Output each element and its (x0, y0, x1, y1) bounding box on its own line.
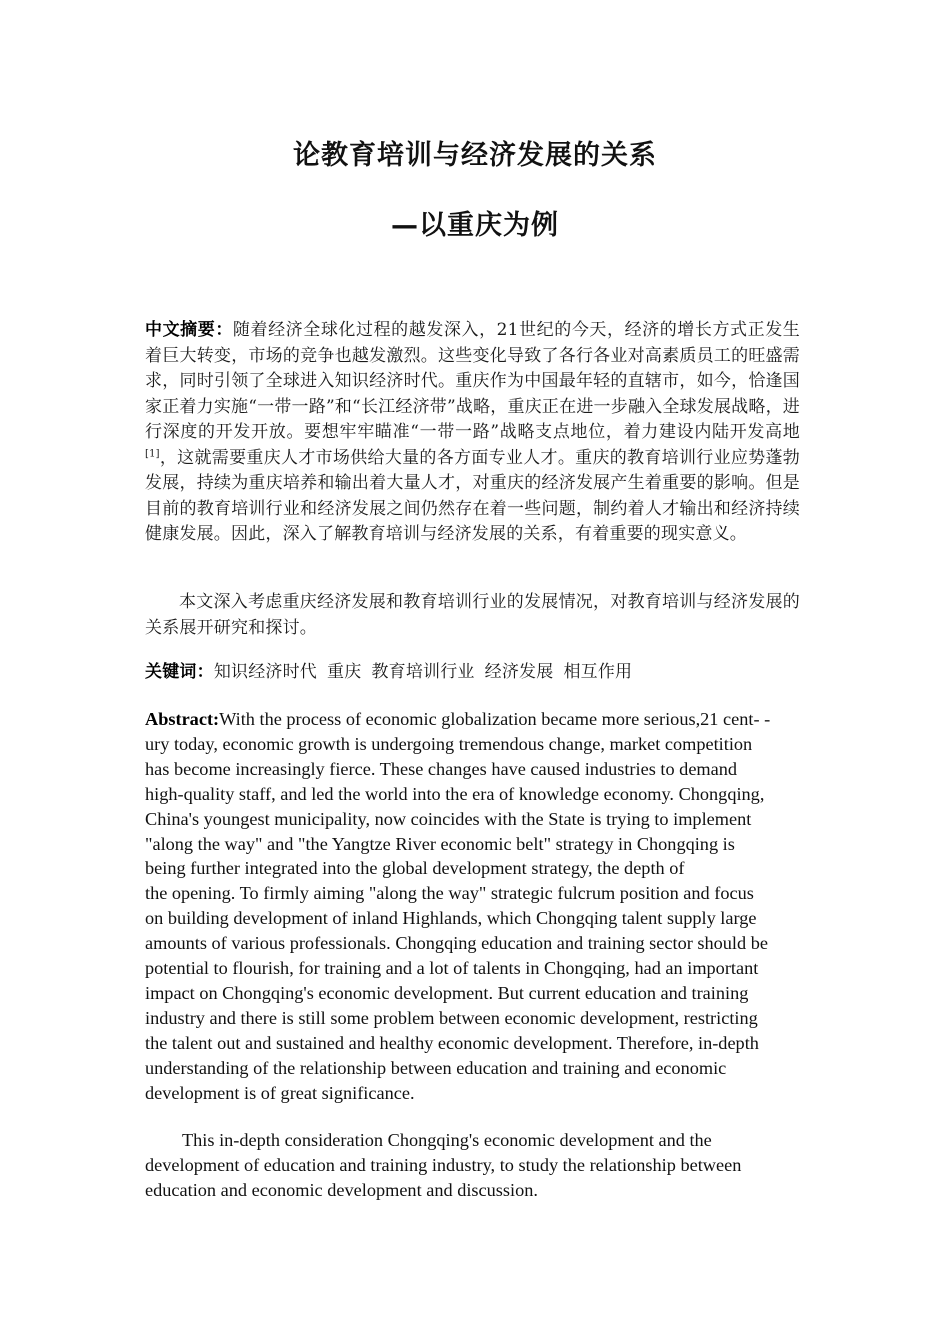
keyword: 相互作用 (563, 662, 633, 682)
english-abstract-line: understanding of the relationship between education and training and economic (145, 1057, 727, 1078)
citation-reference: [1] (145, 447, 160, 459)
chinese-abstract-text-part2: ，这就需要重庆人才市场供给大量的各方面专业人才。重庆的教育培训行业应势蓬勃发展，持续为重庆培养和输出着大量人才，对重庆的经济发展产生着重要的影响。但是目前的教育培训行业和经济发展之间仍然存在着一些问题，制约着人才输出和经济持续健康发展。因此，深入了解教育培训与经济发展的关系，有着重要的现实意义。 (145, 447, 800, 544)
chinese-abstract-label: 中文摘要： (145, 320, 233, 340)
english-abstract-line (145, 707, 805, 732)
english-abstract-line: potential to flourish, for training and a lot of talents in Chongqing, had an important (145, 958, 759, 979)
page-subtitle: —以重庆为例 (391, 210, 559, 241)
chinese-study-statement: 本文深入考虑重庆经济发展和教育培训行业的发展情况，对教育培训与经济发展的关系展开研究和探讨。 (145, 592, 800, 638)
english-abstract-line: impact on Chongqing's economic development. But current education and training (145, 982, 749, 1003)
english-abstract-line: China's youngest municipality, now coincides with the State is trying to implement (145, 808, 752, 829)
english-abstract-line: industry and there is still some problem between economic development, restricting (145, 1007, 758, 1028)
english-abstract (145, 707, 805, 1106)
english-abstract-line: ury today, economic growth is undergoing tremendous change, market competition (145, 733, 753, 754)
english-abstract-line: on building development of inland Highlands, which Chongqing talent supply large (145, 908, 757, 929)
english-abstract-line: development is of great significance. (145, 1082, 415, 1103)
chinese-abstract (145, 318, 800, 548)
english-abstract-line-text: With the process of economic globalization became more serious,21 cent- - (219, 709, 771, 729)
english-abstract-label: Abstract: (145, 709, 220, 729)
chinese-keywords-label: 关键词： (145, 662, 214, 682)
english-abstract-line: the talent out and sustained and healthy economic development. Therefore, in-depth (145, 1032, 759, 1053)
english-abstract-line: being further integrated into the global development strategy, the depth of (145, 858, 685, 879)
keyword: 经济发展 (484, 662, 554, 682)
english-abstract-line: high-quality staff, and led the world into the era of knowledge economy. Chongqing, (145, 783, 765, 804)
english-abstract-line: "along the way" and "the Yangtze River economic belt" strategy in Chongqing is (145, 833, 735, 854)
keyword: 重庆 (327, 662, 362, 682)
english-abstract-line: amounts of various professionals. Chongqing education and training sector should be (145, 933, 768, 954)
chinese-keywords (145, 660, 800, 686)
keyword: 知识经济时代 (213, 662, 318, 682)
page-title: 论教育培训与经济发展的关系 (293, 140, 657, 171)
english-abstract-line: has become increasingly fierce. These changes have caused industries to demand (145, 758, 738, 779)
chinese-abstract-text-part1: 随着经济全球化过程的越发深入，21世纪的今天，经济的增长方式正发生着巨大转变，市场的竞争也越发激烈。这些变化导致了各行各业对高素质员工的旺盛需求，同时引领了全球进入知识经济时代。重庆作为中国最年轻的直辖市，如今，恰逢国家正着力实施“一带一路”和“长江经济带”战略，重庆正在进一步融入全球发展战略，进行深度的开发开放。要想牢牢瞄准“一带一路”战略支点地位，着力建设内陆开发高地 (145, 320, 801, 442)
keyword: 教育培训行业 (371, 662, 475, 682)
english-abstract-line: the opening. To firmly aiming "along the way" strategic fulcrum position and focus (145, 883, 754, 904)
english-study-statement: This in-depth consideration Chongqing's economic development and the development of education and training industry, to study the relationship between education and economic development and discussion. (145, 1130, 742, 1200)
